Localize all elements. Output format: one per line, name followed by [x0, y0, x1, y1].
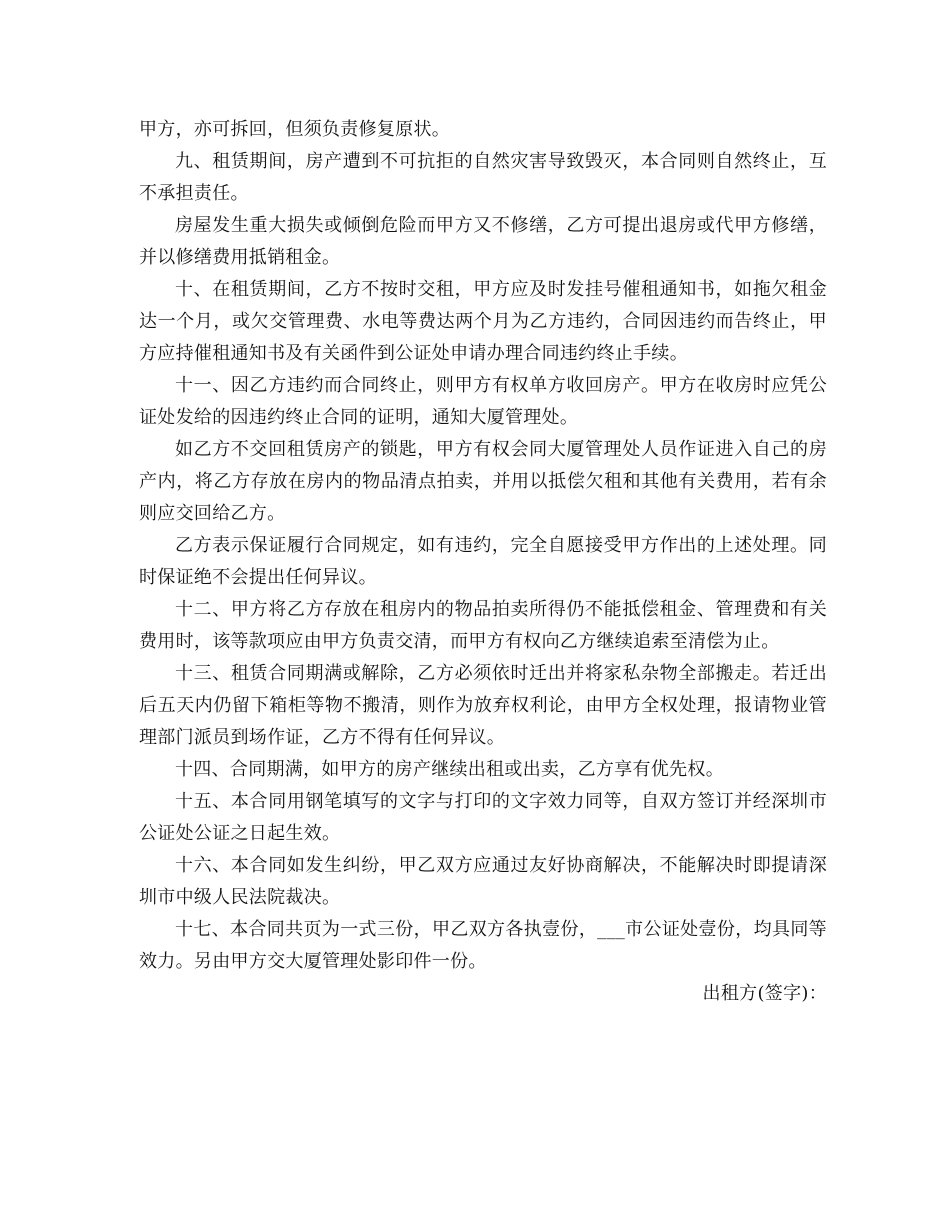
- paragraph-clause-14: 十四、合同期满，如甲方的房产继续出租或出卖，乙方享有优先权。: [175, 759, 724, 780]
- paragraph-repair-terms: 房屋发生重大损失或倾倒危险而甲方又不修缮，乙方可提出退房或代甲方修缮，并以修缮费用抵销租金。: [139, 215, 827, 268]
- paragraph-clause-10: 十、在租赁期间，乙方不按时交租，甲方应及时发挂号催租通知书，如拖欠租金达一个月，或欠交管理费、水电等费达两个月为乙方违约，合同因违约而告终止，甲方应持催租通知书及有关函件到公证处申请办理合同违约终止手续。: [139, 279, 827, 364]
- lessor-signature-line: 出租方(签字)：: [702, 983, 827, 1004]
- paragraph-guarantee: 乙方表示保证履行合同规定，如有违约，完全自愿接受甲方作出的上述处理。同时保证绝不会提出任何异议。: [139, 535, 827, 588]
- document-body: [139, 114, 827, 1010]
- paragraph-clause-11: 十一、因乙方违约而合同终止，则甲方有权单方收回房产。甲方在收房时应凭公证处发给的因违约终止合同的证明，通知大厦管理处。: [139, 375, 827, 428]
- paragraph-clause-17: 十七、本合同共页为一式三份，甲乙双方各执壹份，___市公证处壹份，均具同等效力。另由甲方交大厦管理处影印件一份。: [139, 919, 827, 972]
- paragraph-clause-12: 十二、甲方将乙方存放在租房内的物品拍卖所得仍不能抵偿租金、管理费和有关费用时，该等款项应由甲方负责交清，而甲方有权向乙方继续追索至清偿为止。: [139, 599, 827, 652]
- paragraph-clause-15: 十五、本合同用钢笔填写的文字与打印的文字效力同等，自双方签订并经深圳市公证处公证之日起生效。: [139, 791, 827, 844]
- paragraph-continuation: 甲方，亦可拆回，但须负责修复原状。: [139, 119, 451, 140]
- paragraph-clause-13: 十三、租赁合同期满或解除，乙方必须依时迁出并将家私杂物全部搬走。若迁出后五天内仍留下箱柜等物不搬清，则作为放弃权利论，由甲方全权处理，报请物业管理部门派员到场作证，乙方不得有任何异议。: [139, 663, 827, 748]
- paragraph-clause-9: 九、租赁期间，房产遭到不可抗拒的自然灾害导致毁灭，本合同则自然终止，互不承担责任。: [139, 151, 827, 204]
- paragraph-clause-16: 十六、本合同如发生纠纷，甲乙双方应通过友好协商解决，不能解决时即提请深圳市中级人民法院裁决。: [139, 855, 827, 908]
- paragraph-key-return: 如乙方不交回租赁房产的锁匙，甲方有权会同大厦管理处人员作证进入自己的房产内，将乙方存放在房内的物品清点拍卖，并用以抵偿欠租和其他有关费用，若有余则应交回给乙方。: [139, 439, 827, 524]
